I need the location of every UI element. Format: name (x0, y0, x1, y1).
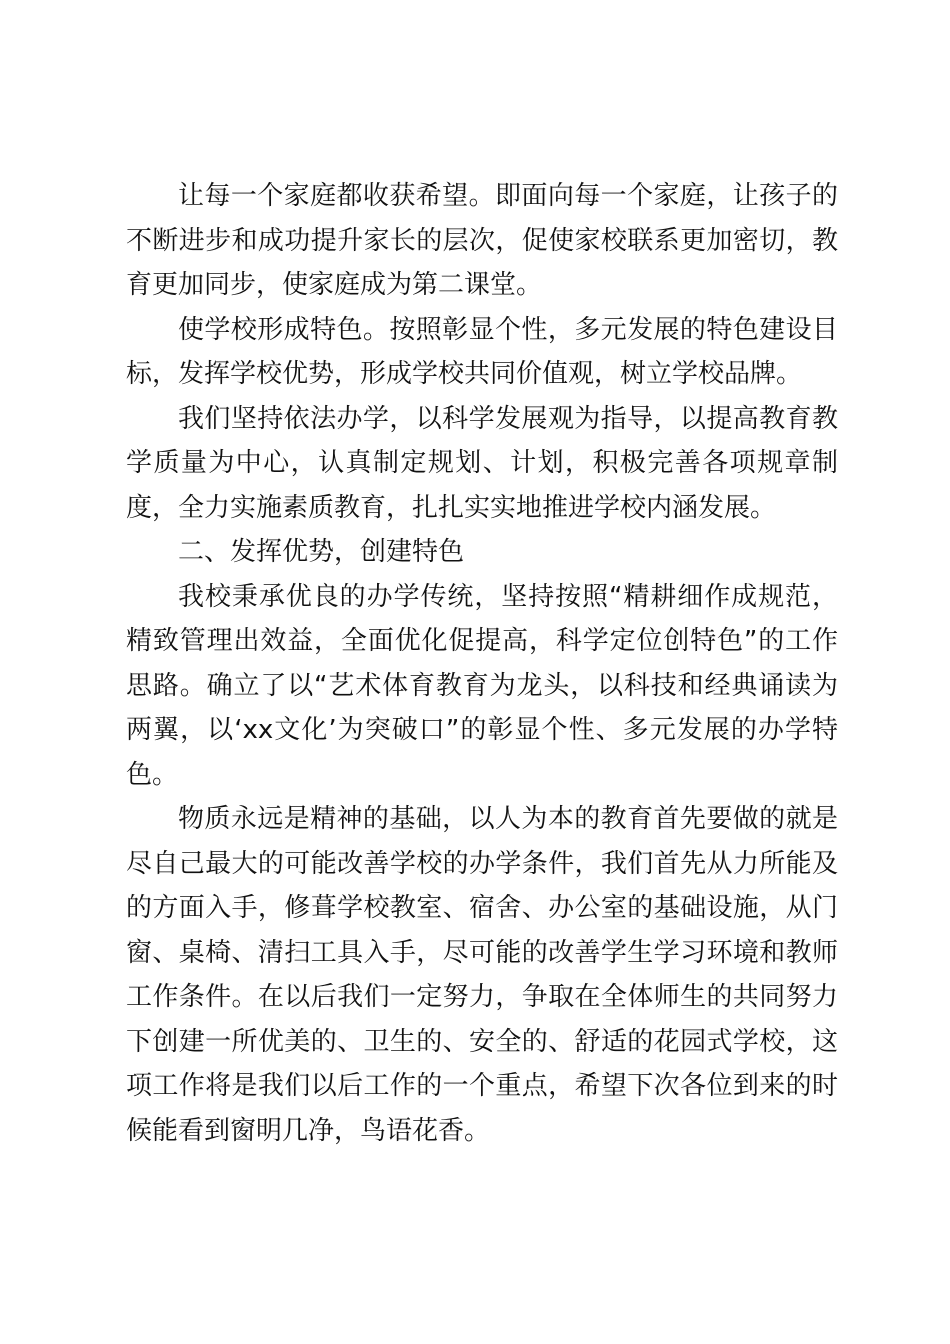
document-page (126, 174, 838, 1153)
paragraph-law-based-school: 我们坚持依法办学，以科学发展观为指导，以提高教育教学质量为中心，认真制定规划、计划，积极完善各项规章制度，全力实施素质教育，扎扎实实地推进学校内涵发展。 (126, 403, 838, 523)
paragraph-family-hope: 让每一个家庭都收获希望。即面向每一个家庭，让孩子的不断进步和成功提升家长的层次，促使家校联系更加密切，教育更加同步，使家庭成为第二课堂。 (126, 181, 838, 300)
section-heading: 二、发挥优势，创建特色 (178, 537, 465, 567)
paragraph-school-features: 使学校形成特色。按照彰显个性，多元发展的特色建设目标，发挥学校优势，形成学校共同价值观，树立学校品牌。 (126, 314, 838, 389)
paragraph-tradition: 我校秉承优良的办学传统，坚持按照“精耕细作成规范，精致管理出效益，全面优化促提高，科学定位创特色”的工作思路。确立了以“艺术体育教育为龙头，以科技和经典诵读为两翼，以‘xx文化’为突破口”的彰显个性、多元发展的办学特色。 (126, 581, 838, 790)
paragraph-material-foundation: 物质永远是精神的基础，以人为本的教育首先要做的就是尽自己最大的可能改善学校的办学条件，我们首先从力所能及的方面入手，修葺学校教室、宿舍、办公室的基础设施，从门窗、桌椅、清扫工具入手，尽可能的改善学生学习环境和教师工作条件。在以后我们一定努力，争取在全体师生的共同努力下创建一所优美的、卫生的、安全的、舒适的花园式学校，这项工作将是我们以后工作的一个重点，希望下次各位到来的时候能看到窗明几净，鸟语花香。 (126, 804, 838, 1146)
